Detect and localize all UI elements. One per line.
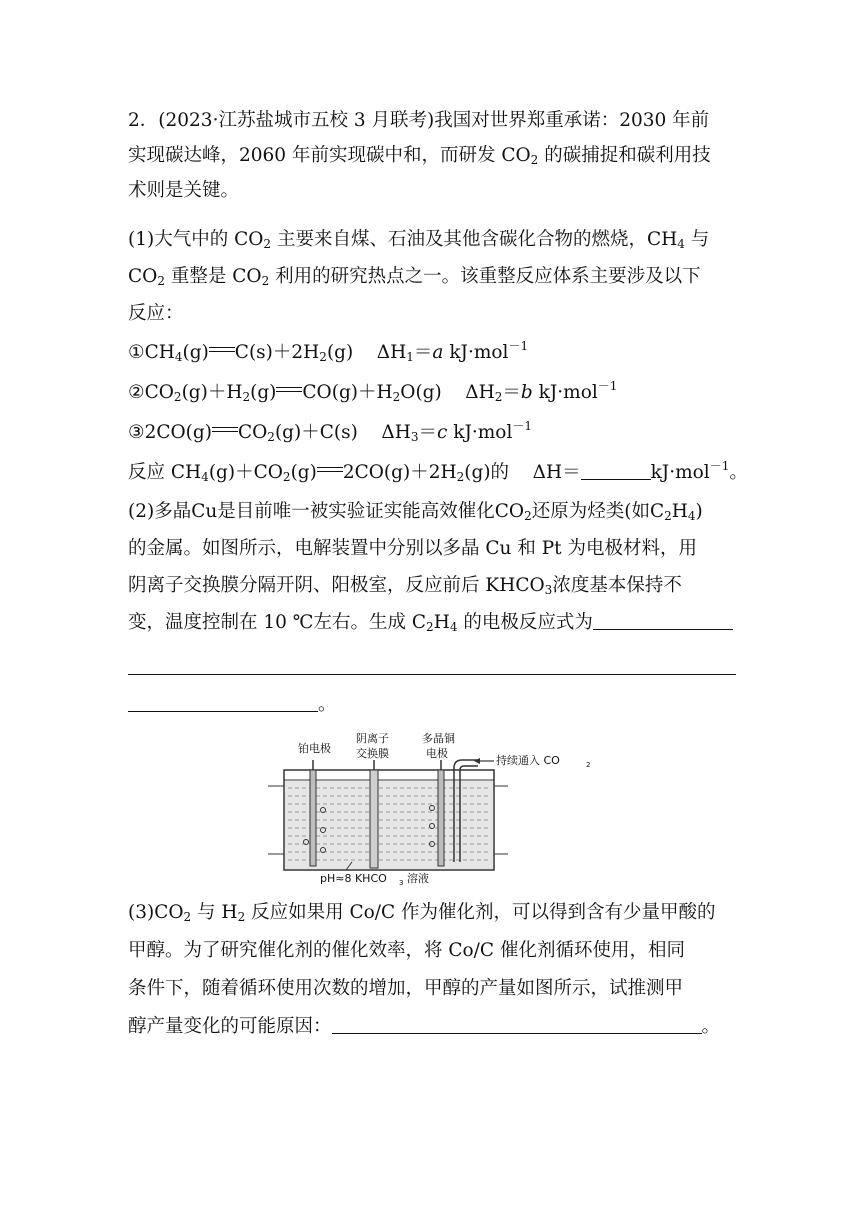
part3-line-1 <box>128 898 748 928</box>
text: 。 <box>729 462 748 483</box>
cu-electrode-label-1: 多晶铜 <box>422 732 455 745</box>
solution-label-b: 溶液 <box>407 872 429 885</box>
part2-line-1 <box>128 497 748 527</box>
text: ＝ <box>562 462 581 483</box>
subscript: 2 <box>242 390 251 404</box>
text: kJ·mol <box>447 422 513 443</box>
text: 与 <box>684 229 710 250</box>
text: 阴离子交换膜分隔开阴、阳极室，反应前后 KHCO <box>128 575 545 596</box>
part1-line-2 <box>128 262 748 292</box>
reaction-3 <box>128 418 748 448</box>
text: (3)CO <box>128 902 184 923</box>
subscript: 4 <box>201 470 209 484</box>
electrolysis-tank <box>268 770 508 870</box>
equilibrium-arrow-icon <box>212 426 238 436</box>
superscript: －1 <box>709 459 730 473</box>
equilibrium-arrow-icon <box>276 386 302 396</box>
text: 。 <box>701 1016 721 1037</box>
text: (g)的 <box>464 462 510 483</box>
text: O(g) <box>400 382 442 403</box>
subscript: 4 <box>687 509 696 523</box>
subscript: 2 <box>282 470 291 484</box>
text: (g)＋CO <box>208 462 283 483</box>
text: ③2CO(g) <box>128 422 212 443</box>
text: H <box>433 612 450 633</box>
subscript: 2 <box>263 237 272 251</box>
subscript: 4 <box>174 350 183 364</box>
subscript: 3 <box>410 430 419 444</box>
equilibrium-arrow-icon <box>209 346 235 356</box>
text: 条件下，随着循环使用次数的增加，甲醇的产量如图所示，试推测甲 <box>128 978 684 999</box>
membrane-label-2: 交换膜 <box>356 747 389 760</box>
subscript: 2 <box>267 430 275 444</box>
variable: b <box>520 382 533 403</box>
question-intro-line-3 <box>128 176 748 206</box>
enthalpy-symbol: ΔH <box>376 342 407 363</box>
answer-blank-electrode-1[interactable] <box>593 611 733 630</box>
part1-question <box>128 458 748 488</box>
intro-text: 术则是关键。 <box>128 180 240 201</box>
subscript: 2 <box>237 910 246 924</box>
subscript: 2 <box>392 390 401 404</box>
text: H <box>671 501 688 522</box>
intro-text: 我国对世界郑重承诺：2030 年前 <box>434 110 710 131</box>
subscript: 3 <box>544 583 553 597</box>
superscript: －1 <box>508 339 529 353</box>
text: C(s)＋2H <box>234 342 320 363</box>
text: 反应 CH <box>128 462 202 483</box>
solution-label-a: pH≈8 KHCO <box>320 872 387 885</box>
part2-line-4 <box>128 608 748 638</box>
subscript: 2 <box>494 390 503 404</box>
text: 2CO(g)＋2H <box>342 462 457 483</box>
equilibrium-arrow-icon <box>317 466 343 476</box>
text: (g) <box>290 462 317 483</box>
membrane-label-1: 阴离子 <box>356 732 389 745</box>
text: (1)大气中的 CO <box>128 229 264 250</box>
reaction-2 <box>128 378 748 408</box>
subscript: 2 <box>173 390 182 404</box>
text: 的金属。如图所示，电解装置中分别以多晶 Cu 和 Pt 为电极材料，用 <box>128 538 697 559</box>
text: ＝ <box>413 342 433 363</box>
text: kJ·mol <box>443 342 509 363</box>
subscript: 2 <box>524 509 532 523</box>
subscript: 2 <box>183 910 192 924</box>
text: ＝ <box>418 422 437 443</box>
text: ①CH <box>128 342 175 363</box>
part1-line-1 <box>128 225 748 255</box>
subscript: 4 <box>449 620 458 634</box>
intro-text: 的碳捕捉和碳利用技 <box>538 145 711 166</box>
part3-line-4 <box>128 1012 748 1042</box>
text: 变，温度控制在 10 ℃左右。生成 C <box>128 612 427 633</box>
text: (g) <box>326 342 354 363</box>
variable: a <box>432 342 444 363</box>
text: 重整是 CO <box>164 266 262 287</box>
text: 利用的研究热点之一。该重整反应体系主要涉及以下 <box>269 266 701 287</box>
part2-line-3 <box>128 571 748 601</box>
text: (g)＋H <box>181 382 243 403</box>
answer-blank-dh[interactable] <box>581 461 651 480</box>
question-number: 2． <box>128 110 159 131</box>
text: ②CO <box>128 382 174 403</box>
part2-line-2 <box>128 534 748 564</box>
part2-line-5 <box>128 690 748 720</box>
electrolysis-apparatus-figure <box>268 730 598 890</box>
solution-label-sub: 3 <box>399 879 404 887</box>
question-source: (2023·江苏盐城市五校 3 月联考) <box>158 110 435 131</box>
text: (2)多晶Cu是目前唯一被实验证实能高效催化CO <box>128 501 525 522</box>
enthalpy-symbol: ΔH <box>465 382 495 403</box>
co2-inlet-sub: 2 <box>586 761 591 769</box>
superscript: －1 <box>597 379 618 393</box>
subscript: 1 <box>406 350 414 364</box>
part3-line-3 <box>128 974 748 1004</box>
text: 反应： <box>128 303 184 324</box>
text: 反应如果用 Co/C 作为催化剂，可以得到含有少量甲酸的 <box>245 902 716 923</box>
text: 。 <box>318 694 337 715</box>
answer-blank-electrode-3[interactable] <box>128 693 318 712</box>
reaction-1 <box>128 338 748 368</box>
intro-text: 实现碳达峰，2060 年前实现碳中和，而研发 CO <box>128 145 531 166</box>
answer-blank-electrode-2[interactable] <box>128 674 736 675</box>
subscript: 2 <box>530 153 539 167</box>
text: 甲醇。为了研究催化剂的催化效率，将 Co/C 催化剂循环使用，相同 <box>128 940 685 961</box>
text: 主要来自煤、石油及其他含碳化合物的燃烧，CH <box>271 229 678 250</box>
pt-electrode-label: 铂电极 <box>298 742 331 755</box>
text: 醇产量变化的可能原因： <box>128 1016 332 1037</box>
anion-exchange-membrane <box>370 760 378 868</box>
text: 的电极反应式为 <box>457 612 593 633</box>
text: CO(g)＋H <box>302 382 393 403</box>
text: ) <box>695 501 703 522</box>
text: (g)＋C(s) <box>274 422 358 443</box>
text: kJ·mol <box>650 462 710 483</box>
subscript: 2 <box>319 350 327 364</box>
subscript: 4 <box>677 237 685 251</box>
text: kJ·mol <box>532 382 598 403</box>
subscript: 2 <box>157 274 165 288</box>
part1-line-3 <box>128 299 748 329</box>
answer-blank-reason[interactable] <box>332 1015 702 1034</box>
text: CO <box>128 266 158 287</box>
text: 与 H <box>191 902 238 923</box>
variable: c <box>437 422 448 443</box>
subscript: 2 <box>426 620 434 634</box>
subscript: 2 <box>261 274 270 288</box>
text: 浓度基本保持不 <box>552 575 682 596</box>
subscript: 2 <box>664 509 672 523</box>
enthalpy-symbol: ΔH <box>381 422 411 443</box>
co2-inlet-label: 持续通入 CO <box>496 754 560 767</box>
cu-electrode-label-2: 电极 <box>426 747 448 760</box>
text: (g) <box>250 382 277 403</box>
part3-line-2 <box>128 936 748 966</box>
question-intro-line-2 <box>128 141 748 171</box>
text: 还原为烃类(如C <box>531 501 665 522</box>
text: CO <box>237 422 268 443</box>
enthalpy-symbol: ΔH <box>532 462 563 483</box>
subscript: 2 <box>456 470 465 484</box>
superscript: －1 <box>512 419 533 433</box>
text: ＝ <box>502 382 521 403</box>
text: (g) <box>182 342 209 363</box>
question-intro-line-1 <box>128 106 748 136</box>
